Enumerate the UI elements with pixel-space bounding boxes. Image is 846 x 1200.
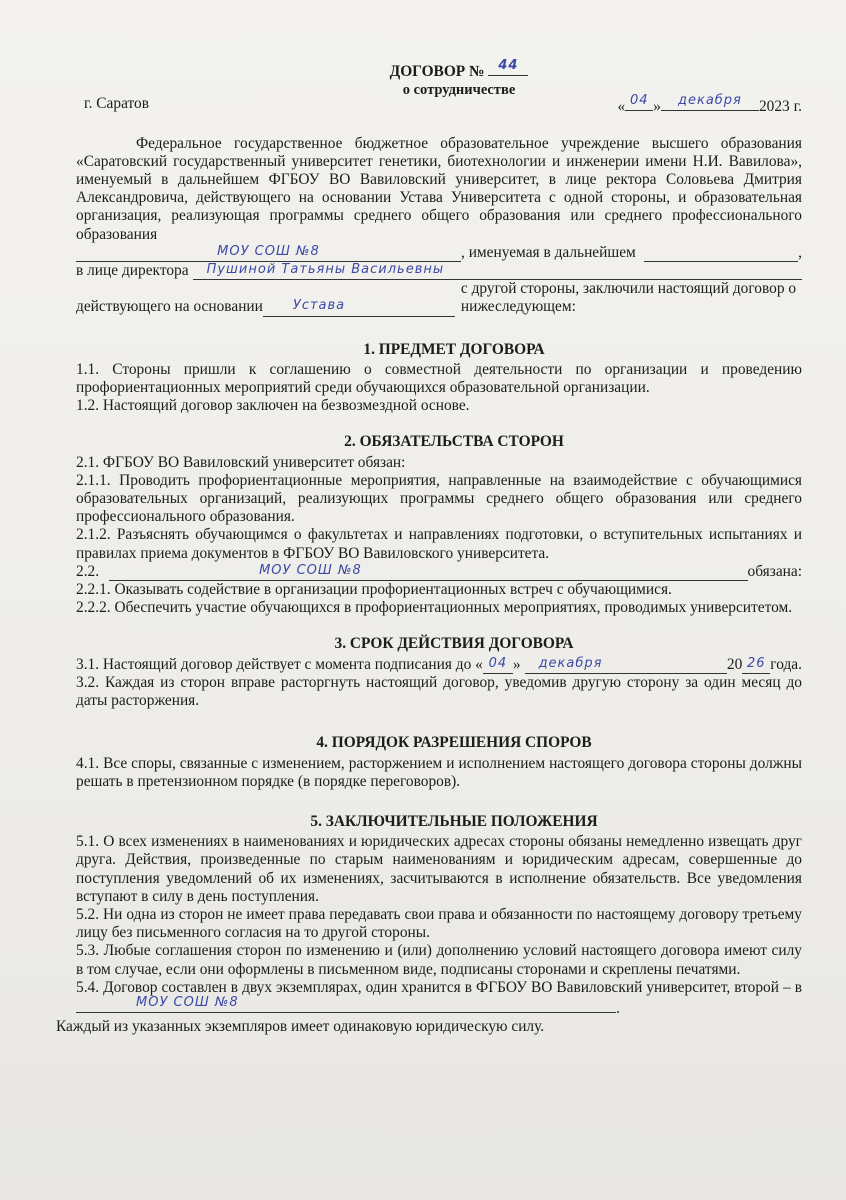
- clause-5-2: 5.2. Ни одна из сторон не имеет права передавать свои права и обязанности по настоящему договору третьему лицу без письменного согласия на то другой стороны.: [76, 905, 802, 942]
- org-name-handwritten-3: МОУ СОШ №8: [136, 994, 239, 1010]
- org-name-handwritten-2: МОУ СОШ №8: [259, 562, 362, 578]
- basis-handwritten: Устава: [292, 298, 346, 314]
- clause-5-4: 5.4. Договор составлен в двух экземплярах, один хранится в ФГБОУ ВО Вавиловский университет, второй – в МОУ СОШ №8 .: [76, 978, 802, 1017]
- end-date-year: 26: [747, 655, 766, 671]
- contract-number: 44: [498, 57, 519, 73]
- document-subtitle: о сотрудничестве: [402, 82, 516, 99]
- contract-date: « 04 » декабря 2023 г.: [617, 93, 802, 116]
- director-name-handwritten: Пушиной Татьяны Васильевны: [206, 262, 445, 278]
- preamble-org-line: МОУ СОШ №8 , именуемая в дальнейшем ,: [76, 244, 802, 262]
- clause-2-1-2: 2.1.2. Разъяснять обучающимся о факультетах и направлениях подготовки, о вступительных испытаниях и правилах приема документов в ФГБОУ ВО Вавиловского университета.: [76, 526, 802, 562]
- date-day: 04: [629, 93, 649, 109]
- preamble-director-line: в лице директора Пушиной Татьяны Васильевны: [76, 262, 802, 280]
- clause-2-2: 2.2. МОУ СОШ №8 обязана:: [76, 562, 802, 580]
- document-title: ДОГОВОР № 44: [116, 60, 802, 81]
- end-date-day: 04: [488, 655, 508, 671]
- section2-heading: 2. ОБЯЗАТЕЛЬСТВА СТОРОН: [344, 433, 564, 451]
- preamble-text: Федеральное государственное бюджетное образовательное учреждение высшего образования «Саратовский государственный университет генетики, биотехнологии и инженерии имени Н.И. Вавилова», именуемый в дальнейшем ФГБОУ ВО Вавиловский университет, в лице ректора Соловьева Дмитрия Александровича, действующего на основании Устава Университета с одной стороны, и образовательная организация, реализующая программы среднего общего образования или среднего профессионального образования: [76, 134, 802, 243]
- contract-number-field: [488, 57, 528, 76]
- clause-1-2: 1.2. Настоящий договор заключен на безвозмездной основе.: [76, 397, 470, 415]
- clause-1-1: 1.1. Стороны пришли к соглашению о совместной деятельности по организации и проведению профориентационных мероприятий среди обучающихся образовательной организации.: [76, 360, 802, 397]
- clause-3-1: 3.1. Настоящий договор действует с момента подписания до « 04 » декабря 20 26 года.: [76, 655, 802, 673]
- section1-heading: 1. ПРЕДМЕТ ДОГОВОРА: [363, 340, 545, 358]
- clause-3-2: 3.2. Каждая из сторон вправе расторгнуть настоящий договор, уведомив другую сторону за один месяц до даты расторжения.: [76, 673, 802, 710]
- clause-5-3: 5.3. Любые соглашения сторон по изменению и (или) дополнению условий настоящего договора имеют силу в том случае, если они оформлены в письменном виде, подписаны сторонами и скреплены печатями.: [76, 942, 802, 978]
- clause-2-1: 2.1. ФГБОУ ВО Вавиловский университет обязан:: [76, 453, 406, 471]
- city: г. Саратов: [84, 95, 149, 113]
- org-name-handwritten: МОУ СОШ №8: [217, 243, 320, 259]
- date-month: декабря: [677, 93, 742, 109]
- clause-5-1: 5.1. О всех изменениях в наименованиях и юридических адресах стороны обязаны немедленно извещать друг друга. Действия, произведенные по старым наименованиям и юридическим адресам, совершенные до поступления уведомлений об их изменениях, засчитываются в исполнение обязательств. Все уведомления вступают в силу в день поступления.: [76, 833, 802, 905]
- clause-2-2-2: 2.2.2. Обеспечить участие обучающихся в профориентационных мероприятиях, проводимых университетом.: [76, 599, 793, 617]
- end-date-month: декабря: [538, 655, 603, 671]
- section3-heading: 3. СРОК ДЕЙСТВИЯ ДОГОВОРА: [334, 635, 574, 653]
- clause-2-1-1: 2.1.1. Проводить профориентационные мероприятия, направленные на взаимодействие с обучающимися образовательных организаций, реализующих программы среднего общего образования или среднего профессионального образования.: [76, 471, 802, 526]
- clause-5-4-end: Каждый из указанных экземпляров имеет одинаковую юридическую силу.: [56, 1018, 545, 1036]
- clause-2-2-1: 2.2.1. Оказывать содействие в организации профориентационных встреч с обучающимися.: [76, 581, 672, 599]
- clause-4-1: 4.1. Все споры, связанные с изменением, расторжением и исполнением настоящего договора стороны должны решать в претензионном порядке (в порядке переговоров).: [76, 754, 802, 790]
- section4-heading: 4. ПОРЯДОК РАЗРЕШЕНИЯ СПОРОВ: [316, 734, 592, 752]
- preamble-basis-line: действующего на основании Устава с другой стороны, заключили настоящий договор о нижеследующем:: [76, 280, 797, 316]
- section5-heading: 5. ЗАКЛЮЧИТЕЛЬНЫЕ ПОЛОЖЕНИЯ: [310, 812, 598, 830]
